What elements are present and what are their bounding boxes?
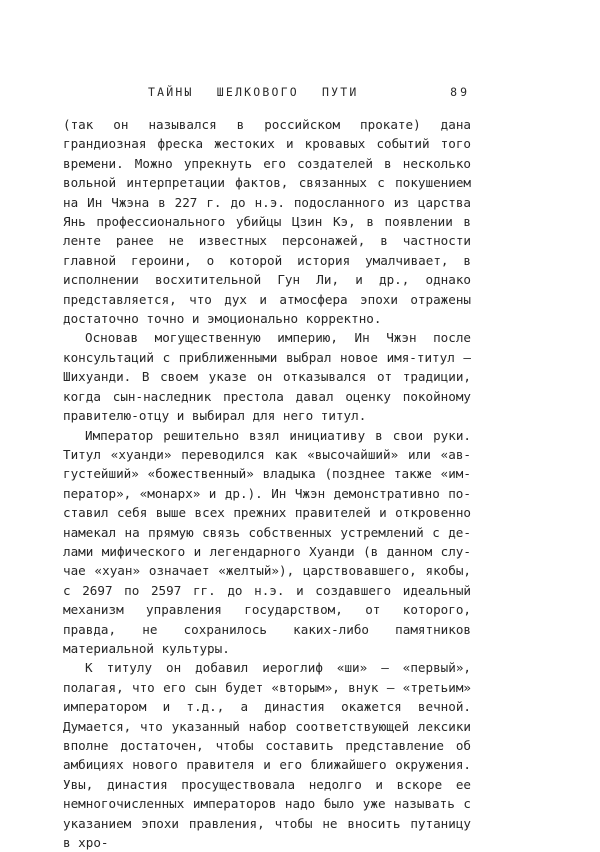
- page-number: 89: [450, 85, 470, 99]
- running-title: ТАЙНЫ ШЕЛКОВОГО ПУТИ: [148, 85, 359, 99]
- body-text: [63, 115, 471, 852]
- paragraph-4: К титулу он добавил иероглиф «ши» — «первый», полагая, что его сын будет «вторым», внук — «третьим» императором и т.д., а династия окажется вечной. Думается, что указанный набор соответствующей лексики вполне достаточен, чтобы составить представление об амбициях нового правителя и его ближайшего окружения. Увы, династия просуществовала недолго и вскоре ее немногочисленных императоров надо было уже называть с указанием эпохи правления, чтобы не вносить путаницу в хро-: [63, 660, 471, 851]
- paragraph-2: Основав могущественную империю, Ин Чжэн после консультаций с приближенными выбрал новое имя-титул — Шихуанди. В своем указе он отказывался от традиции, когда сын-наследник престола давал оценку покойному правителю-отцу и выбирал для него титул.: [63, 330, 471, 424]
- paragraph-1: (так он назывался в российском прокате) дана грандиозная фреска жестоких и кровавых событий того времени. Можно упрекнуть его создателей в несколько вольной интерпретации фактов, связанных с покушением на Ин Чжэна в 227 г. до н.э. подосланного из царства Янь профессионального убийцы Цзин Кэ, в появлении в ленте ранее не известных персонажей, в частности главной героини, о которой история умалчивает, в исполнении восхитительной Гун Ли, и др., однако представляется, что дух и атмосфера эпохи отражены достаточно точно и эмоционально корректно.: [63, 117, 471, 327]
- paragraph-3: Император решительно взял инициативу в свои руки. Титул «хуанди» переводился как «высочайший» или «августейший» «божественный» владыка (позднее также «император», «монарх» и др.). Ин Чжэн демонстративно поставил себя выше всех прежних правителей и откровенно намекал на прямую связь собственных устремлений с делами мифического и легендарного Хуанди (в данном случае «хуан» означает «желтый»), царствовавшего, якобы, с 2697 по 2597 гг. до н.э. и создавшего идеальный механизм управления государством, от которого, правда, не сохранилось каких-либо памятников материальной культуры.: [63, 427, 471, 656]
- running-header: [148, 85, 470, 101]
